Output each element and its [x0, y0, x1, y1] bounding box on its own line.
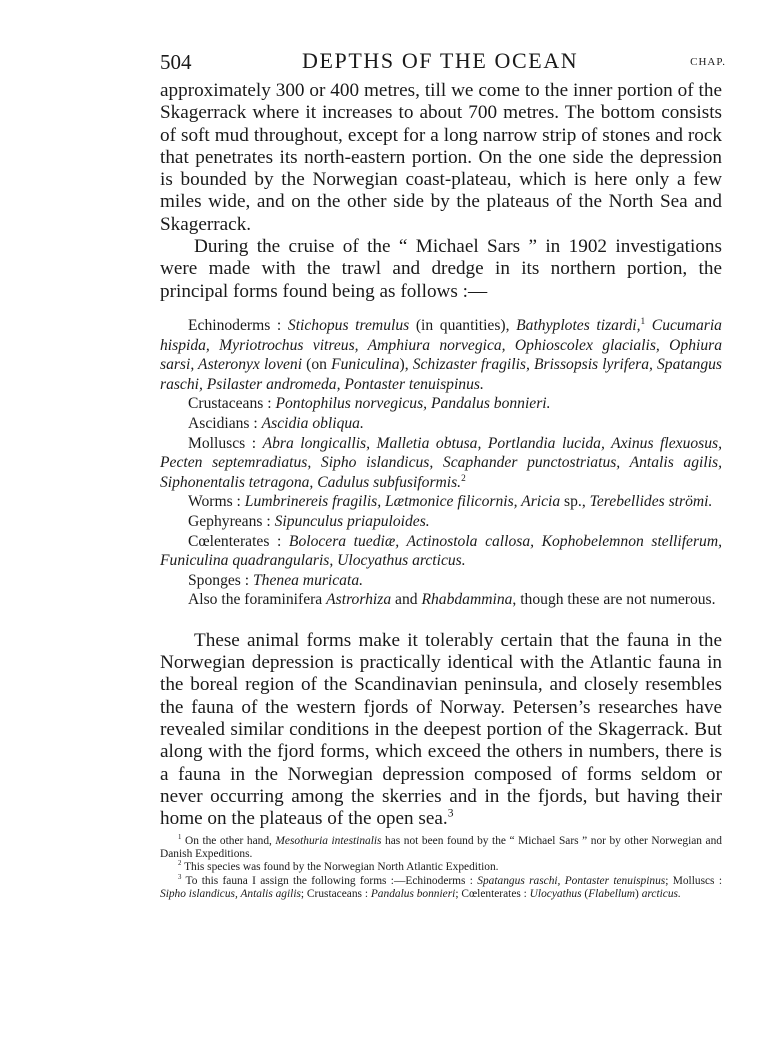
entry-italic-text: Pontophilus norvegicus, Pandalus bonnieri.	[275, 395, 551, 413]
entry-text: ),	[399, 356, 413, 374]
foraminifera-italic-text: Rhabdammina	[421, 591, 513, 609]
footnote	[160, 861, 722, 874]
entry-italic-text: Thenea muricata.	[253, 571, 364, 589]
paragraph-3	[160, 630, 722, 831]
footnote-italic-text: Ulocyathus	[529, 888, 582, 901]
footnote-footnote-ref: 1	[178, 833, 182, 841]
footnote-italic-text: arcticus.	[641, 888, 681, 901]
footnote-text: On the other hand,	[181, 834, 276, 847]
footnote-italic-text: Flabellum	[588, 888, 636, 901]
entry-footnote-ref: 2	[461, 473, 466, 484]
footnote	[160, 835, 722, 862]
group-label: Crustaceans :	[188, 395, 272, 413]
footnote-text: This species was found by the Norwegian North Atlantic Expedition.	[181, 861, 499, 874]
group-label: Molluscs :	[188, 434, 257, 452]
group-label: Worms :	[188, 493, 241, 511]
group-label: Gephyreans :	[188, 512, 271, 530]
entry-text: (on	[302, 356, 332, 374]
entry-italic-text: Abra longicallis, Malletia obtusa, Portlandia lucida, Axinus flexuosus, Pecten septemradiatus, Sipho islandicus, Scaphander punctostriatus, Antalis agilis, Siphonentalis tetragona, Cadulus subfusiformis.	[160, 434, 722, 491]
entry-footnote-ref: 1	[640, 316, 646, 327]
footnote-italic-text: Pandalus bonnieri	[370, 888, 456, 901]
page-number: 504	[160, 50, 192, 74]
running-title: DEPTHS OF THE OCEAN	[302, 48, 579, 73]
footnote-text: (	[581, 888, 589, 901]
entry-italic-text: Terebellides strömi.	[589, 493, 713, 511]
entry-text	[645, 317, 652, 334]
paragraph-text: These animal forms make it tolerably certain that the fauna in the Norwegian depression is practically identical with the Atlantic fauna in the boreal region of the Scandinavian peninsula, and closely resembles the fauna of the western fjords of Norway. Petersen’s researches have revealed similar conditions in the deepest portion of the Skagerrack. But along with the fjord forms, which exceed the others in numbers, there is a fauna in the Norwegian depression composed of forms seldom or never occurring among the skerries and in the fjords, but having their home on the plateaus of the open sea.	[160, 629, 722, 830]
entry-text	[281, 533, 289, 550]
group-label: Cœlenterates :	[188, 532, 282, 550]
chapter-mark: CHAP.	[690, 56, 726, 68]
footnote-footnote-ref: 3	[178, 873, 182, 881]
paragraph-1: approximately 300 or 400 metres, till we come to the inner portion of the Skagerrack where it increases to about 700 metres. The bottom consists of soft mud throughout, except for a long narrow strip of stones and rock that penetrates its north-eastern portion. On the one side the depression is bounded by the Norwegian coast-plateau, which is here only a few miles wide, and on the other side by the plateaus of the North Sea and Skagerrack.	[160, 80, 722, 235]
foraminifera-text: Also the foraminifera	[188, 591, 327, 609]
section-gap	[160, 610, 722, 630]
footnote-text: )	[635, 888, 642, 901]
paragraph-2: During the cruise of the “ Michael Sars ” in 1902 investigations were made with the trawl and dredge in its northern portion, the principal forms found being as follows :—	[160, 236, 722, 302]
group-label: Echinoderms :	[188, 316, 282, 334]
footnote-italic-text: Sipho islandicus, Antalis agilis	[160, 888, 301, 901]
entry-italic-text: Bolocera tuediæ, Actinostola callosa, Kophobelemnon stelliferum, Funiculina quadrangularis, Ulocyathus arcticus.	[160, 532, 722, 570]
running-header	[160, 48, 726, 80]
footnote-text: ; Molluscs :	[665, 874, 722, 887]
paragraph-footnote-ref: 3	[447, 807, 454, 820]
entry-text: sp.,	[560, 493, 590, 511]
group-label: Sponges :	[188, 571, 250, 589]
foraminifera-note	[160, 590, 722, 610]
footnote-text: ; Cœlenterates :	[455, 888, 530, 901]
group-label: Ascidians :	[188, 414, 258, 432]
foraminifera-italic-text: Astrorhiza	[326, 591, 392, 609]
species-entry	[160, 394, 722, 414]
footnote-text: has not been found by the “ Michael Sars ” nor by other Norwegian and Danish Expeditions.	[160, 834, 722, 860]
species-entry	[160, 414, 722, 434]
species-entry	[160, 492, 722, 512]
entry-italic-text: Lumbrinereis fragilis, Lætmonice filicornis, Aricia	[244, 493, 561, 511]
species-entry	[160, 571, 722, 591]
foraminifera-text: , though these are not numerous.	[512, 591, 716, 609]
entry-italic-text: Bathyplotes tizardi,	[516, 316, 641, 334]
footnote-italic-text: Mesothuria intestinalis	[275, 834, 382, 847]
entry-text: (in quantities),	[409, 316, 517, 334]
footnote-text: To this fauna I assign the following forms :—Echinoderms :	[181, 874, 478, 887]
foraminifera-text: and	[391, 591, 422, 609]
book-page	[160, 48, 726, 902]
footnote-footnote-ref: 2	[178, 860, 182, 868]
entry-italic-text: Funiculina	[331, 356, 400, 374]
entry-italic-text: Schizaster fragilis, Brissopsis lyrifera, Spatangus raschi, Psilaster andromeda, Pontaster tenuispinus.	[160, 356, 722, 393]
species-entry	[160, 512, 722, 532]
species-entry	[160, 434, 722, 493]
species-list	[160, 316, 722, 610]
footnotes	[160, 835, 722, 902]
species-entry	[160, 532, 722, 571]
entry-text	[281, 317, 288, 334]
footnote-italic-text: Spatangus raschi, Pontaster tenuispinus	[477, 874, 666, 887]
footnote	[160, 875, 722, 902]
entry-italic-text: Sipunculus priapuloides.	[274, 512, 430, 530]
footnote-text: ; Crustaceans :	[300, 888, 371, 901]
entry-italic-text: Cucumaria hispida, Myriotrochus vitreus, Amphiura norvegica, Ophioscolex glacialis, Ophiura sarsi, Asteronyx loveni	[160, 316, 722, 374]
entry-italic-text: Ascidia obliqua.	[261, 414, 364, 432]
entry-italic-text: Stichopus tremulus	[287, 316, 410, 334]
species-entries	[160, 316, 722, 590]
species-entry	[160, 316, 722, 394]
